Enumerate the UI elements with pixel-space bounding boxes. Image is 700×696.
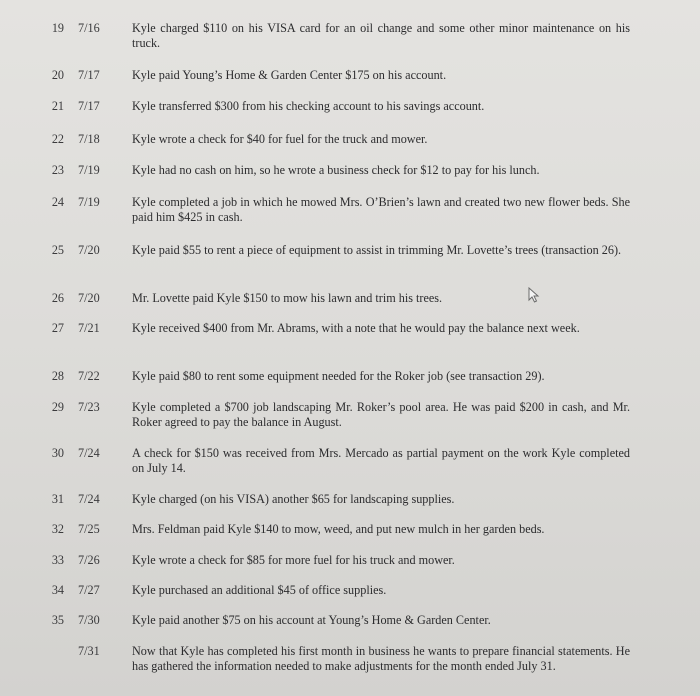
transaction-number: 25 xyxy=(51,243,64,257)
transaction-description: Kyle paid Young’s Home & Garden Center $175 on his account. xyxy=(132,68,447,82)
transaction-number: 34 xyxy=(51,583,64,597)
transaction-description: Kyle completed a job in which he mowed Mrs. O’Brien’s lawn and created two new flower beds. She paid him $425 in cash. xyxy=(132,195,630,224)
transaction-date: 7/20 xyxy=(78,291,100,305)
transaction-description: Kyle paid $80 to rent some equipment needed for the Roker job (see transaction 29). xyxy=(132,369,545,383)
transaction-date: 7/25 xyxy=(78,522,100,536)
transaction-number: 21 xyxy=(51,99,64,113)
transaction-number: 20 xyxy=(51,68,64,82)
transaction-number: 31 xyxy=(51,492,64,506)
transaction-date: 7/24 xyxy=(78,492,100,506)
transaction-date: 7/16 xyxy=(78,21,100,35)
cursor-arrow-icon xyxy=(528,287,542,303)
transaction-number: 32 xyxy=(51,522,64,536)
transaction-number: 35 xyxy=(51,613,64,627)
transaction-date: 7/21 xyxy=(78,321,100,335)
transaction-date: 7/19 xyxy=(78,195,100,209)
transaction-description: Kyle completed a $700 job landscaping Mr. Roker’s pool area. He was paid $200 in cash, and Mr. Roker agreed to pay the balance in August. xyxy=(132,400,630,429)
transaction-date: 7/26 xyxy=(78,553,100,567)
transaction-number: 28 xyxy=(51,369,64,383)
transaction-number: 23 xyxy=(51,163,64,177)
transaction-date: 7/30 xyxy=(78,613,100,627)
transaction-date: 7/22 xyxy=(78,369,100,383)
transaction-description: Kyle wrote a check for $85 for more fuel for his truck and mower. xyxy=(132,553,455,567)
transaction-date: 7/17 xyxy=(78,99,100,113)
transaction-description: Kyle transferred $300 from his checking account to his savings account. xyxy=(132,99,485,113)
transaction-date: 7/17 xyxy=(78,68,100,82)
transaction-number: 33 xyxy=(51,553,64,567)
transaction-number: 27 xyxy=(51,321,64,335)
transaction-description: A check for $150 was received from Mrs. Mercado as partial payment on the work Kyle completed on July 14. xyxy=(132,446,630,475)
transaction-number: 19 xyxy=(51,21,64,35)
transaction-description: Kyle paid another $75 on his account at Young’s Home & Garden Center. xyxy=(132,613,491,627)
transaction-date: 7/23 xyxy=(78,400,100,414)
transaction-description: Kyle paid $55 to rent a piece of equipment to assist in trimming Mr. Lovette’s trees (transaction 26). xyxy=(132,243,622,257)
transaction-description: Kyle received $400 from Mr. Abrams, with a note that he would pay the balance next week. xyxy=(132,321,580,335)
transaction-description: Kyle wrote a check for $40 for fuel for the truck and mower. xyxy=(132,132,428,146)
transaction-number: 24 xyxy=(51,195,64,209)
transaction-description: Kyle purchased an additional $45 of office supplies. xyxy=(132,583,387,597)
transaction-date: 7/18 xyxy=(78,132,100,146)
transaction-number: 22 xyxy=(51,132,64,146)
transaction-date: 7/24 xyxy=(78,446,100,460)
transaction-description: Kyle charged (on his VISA) another $65 for landscaping supplies. xyxy=(132,492,455,506)
transaction-description: Now that Kyle has completed his first month in business he wants to prepare financial statements. He has gathered the information needed to make adjustments for the month ended July 31. xyxy=(132,644,630,673)
transaction-number: 29 xyxy=(51,400,64,414)
transaction-date: 7/19 xyxy=(78,163,100,177)
transaction-number: 30 xyxy=(51,446,64,460)
transaction-date: 7/27 xyxy=(78,583,100,597)
transaction-date: 7/31 xyxy=(78,644,100,658)
transaction-description: Kyle had no cash on him, so he wrote a business check for $12 to pay for his lunch. xyxy=(132,163,540,177)
transaction-description: Mr. Lovette paid Kyle $150 to mow his lawn and trim his trees. xyxy=(132,291,443,305)
transaction-description: Mrs. Feldman paid Kyle $140 to mow, weed, and put new mulch in her garden beds. xyxy=(132,522,545,536)
transaction-number: 26 xyxy=(51,291,64,305)
transaction-description: Kyle charged $110 on his VISA card for an oil change and some other minor maintenance on his truck. xyxy=(132,21,630,50)
transaction-date: 7/20 xyxy=(78,243,100,257)
